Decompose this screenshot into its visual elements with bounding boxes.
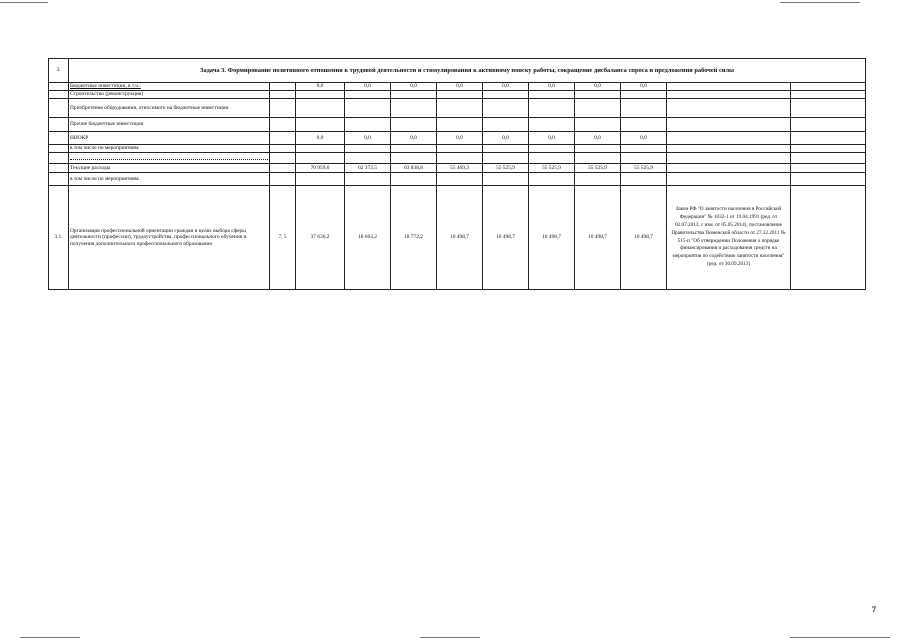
- value-cell: 0,0: [437, 132, 483, 145]
- value-cell: [296, 153, 345, 164]
- row-number-cell: [49, 83, 69, 91]
- note-cell: [791, 99, 866, 118]
- value-cell: 0,0: [437, 83, 483, 91]
- value-cell: 0,0: [621, 83, 667, 91]
- value-cell: [437, 118, 483, 132]
- indicator-cell: [270, 132, 296, 145]
- value-cell: 0,0: [621, 132, 667, 145]
- indicator-cell: [270, 118, 296, 132]
- value-cell: [437, 145, 483, 153]
- value-cell: [391, 145, 437, 153]
- value-cell: [345, 91, 391, 99]
- value-cell: 55 525,9: [483, 164, 529, 173]
- value-cell: [529, 153, 575, 164]
- row-number-cell: [49, 91, 69, 99]
- activity-value: 37 636,2: [296, 186, 345, 290]
- value-cell: [575, 91, 621, 99]
- row-number-cell: [49, 132, 69, 145]
- row-label: Приобретение оборудования, относимого на бюджетные инвестиции: [69, 99, 270, 118]
- task-number: 3.: [49, 59, 69, 83]
- activity-value: 10 498,7: [621, 186, 667, 290]
- activity-indicators: 7, 5: [270, 186, 296, 290]
- legal-basis-cell: [667, 118, 791, 132]
- value-cell: [437, 173, 483, 186]
- value-cell: 0,0: [296, 83, 345, 91]
- value-cell: [483, 118, 529, 132]
- note-cell: [791, 153, 866, 164]
- indicator-cell: [270, 91, 296, 99]
- table-row: [49, 173, 866, 186]
- task-title: Задача 3. Формирование позитивного отношения к трудовой деятельности и стимулирования к активному поиску работы, сокращение дисбаланса спроса и предложения рабочей силы: [69, 59, 866, 83]
- indicator-cell: [270, 83, 296, 91]
- row-label: Строительство (реконструкция): [69, 91, 270, 99]
- value-cell: 0,0: [391, 132, 437, 145]
- dotted-line: [70, 158, 268, 160]
- value-cell: [483, 91, 529, 99]
- row-number-cell: [49, 164, 69, 173]
- row-number-cell: [49, 99, 69, 118]
- note-cell: [791, 132, 866, 145]
- scan-top-rule-left: [0, 2, 48, 3]
- activity-value: 10 498,7: [437, 186, 483, 290]
- value-cell: [345, 173, 391, 186]
- value-cell: [529, 91, 575, 99]
- legal-basis-cell: [667, 145, 791, 153]
- value-cell: [345, 145, 391, 153]
- value-cell: [529, 173, 575, 186]
- value-cell: 0,0: [575, 83, 621, 91]
- table-row: [49, 164, 866, 173]
- table-row: [49, 91, 866, 99]
- activity-legal-basis: Закон РФ "О занятости населения в Российской Федерации" № 1032-1 от 19.04.1991 (ред. от 02.07.2013, с изм. от 05.05.2014), постановление Правительства Тюменской области от 27.12.2011 № 515-п "Об утверждении Положения о порядке финансирования и расходования средств на мероприятия по содействию занятости населения" (ред. от 30.09.2013): [667, 186, 791, 290]
- indicator-cell: [270, 99, 296, 118]
- value-cell: [391, 173, 437, 186]
- table-row: [49, 118, 866, 132]
- value-cell: 63 838,8: [391, 164, 437, 173]
- value-cell: [621, 118, 667, 132]
- activity-title: Организация профессиональной ориентации граждан в целях выбора сферы деятельности (профессии), трудоустройства, профессионального обучения и получения дополнительного профессионального образования: [69, 186, 270, 290]
- activity-note: [791, 186, 866, 290]
- scan-bottom-rule-right: [790, 637, 890, 638]
- value-cell: [437, 153, 483, 164]
- value-cell: [437, 99, 483, 118]
- value-cell: [621, 173, 667, 186]
- value-cell: [391, 118, 437, 132]
- note-cell: [791, 91, 866, 99]
- scan-top-rule-right: [780, 2, 860, 3]
- value-cell: [529, 118, 575, 132]
- value-cell: [345, 153, 391, 164]
- row-label: [69, 153, 270, 164]
- value-cell: 55 469,3: [437, 164, 483, 173]
- value-cell: [391, 153, 437, 164]
- value-cell: [483, 99, 529, 118]
- activity-number: 3.1.: [49, 186, 69, 290]
- table-row: [49, 153, 866, 164]
- legal-basis-cell: [667, 91, 791, 99]
- value-cell: 55 525,9: [621, 164, 667, 173]
- value-cell: [437, 91, 483, 99]
- table-row: [49, 83, 866, 91]
- activity-value: 10 498,7: [483, 186, 529, 290]
- activity-value: 10 498,7: [575, 186, 621, 290]
- row-label: Прочие бюджетные инвестиции: [69, 118, 270, 132]
- legal-basis-cell: [667, 83, 791, 91]
- value-cell: 0,0: [345, 132, 391, 145]
- note-cell: [791, 118, 866, 132]
- value-cell: [529, 99, 575, 118]
- row-number-cell: [49, 173, 69, 186]
- row-label: НИОКР: [69, 132, 270, 145]
- row-label: в том числе по мероприятиям:: [69, 173, 270, 186]
- scan-bottom-rule-mid: [420, 637, 480, 638]
- value-cell: [575, 153, 621, 164]
- legal-basis-cell: [667, 153, 791, 164]
- row-number-cell: [49, 145, 69, 153]
- value-cell: 0,0: [391, 83, 437, 91]
- value-cell: [529, 145, 575, 153]
- value-cell: [575, 173, 621, 186]
- row-number-cell: [49, 153, 69, 164]
- indicator-cell: [270, 173, 296, 186]
- note-cell: [791, 164, 866, 173]
- activity-value: 18 772,2: [391, 186, 437, 290]
- value-cell: [345, 118, 391, 132]
- indicator-cell: [270, 145, 296, 153]
- value-cell: [483, 153, 529, 164]
- value-cell: [483, 173, 529, 186]
- value-cell: [621, 145, 667, 153]
- row-label: в том числе по мероприятиям:: [69, 145, 270, 153]
- value-cell: 0,0: [296, 132, 345, 145]
- legal-basis-cell: [667, 173, 791, 186]
- value-cell: [391, 99, 437, 118]
- value-cell: 0,0: [483, 83, 529, 91]
- page-number: 7: [872, 605, 876, 614]
- value-cell: [296, 91, 345, 99]
- value-cell: 0,0: [529, 132, 575, 145]
- value-cell: 62 372,5: [345, 164, 391, 173]
- activity-row: [49, 186, 866, 290]
- value-cell: [575, 99, 621, 118]
- legal-basis-cell: [667, 132, 791, 145]
- value-cell: 70 959,0: [296, 164, 345, 173]
- value-cell: [296, 118, 345, 132]
- table-row: [49, 99, 866, 118]
- value-cell: 0,0: [575, 132, 621, 145]
- table-row: [49, 132, 866, 145]
- value-cell: [296, 99, 345, 118]
- row-label: Текущие расходы: [69, 164, 270, 173]
- value-cell: [621, 99, 667, 118]
- value-cell: [575, 145, 621, 153]
- value-cell: [621, 91, 667, 99]
- activity-value: 18 663,2: [345, 186, 391, 290]
- legal-basis-cell: [667, 99, 791, 118]
- row-number-cell: [49, 118, 69, 132]
- table-row: [49, 145, 866, 153]
- value-cell: 0,0: [529, 83, 575, 91]
- task-row: [49, 59, 866, 83]
- value-cell: [345, 99, 391, 118]
- legal-basis-cell: [667, 164, 791, 173]
- row-label: Бюджетные инвестиции, в т.ч.:: [69, 83, 270, 91]
- note-cell: [791, 83, 866, 91]
- scan-bottom-rule-left: [20, 637, 80, 638]
- note-cell: [791, 145, 866, 153]
- value-cell: [621, 153, 667, 164]
- value-cell: [296, 145, 345, 153]
- activity-value: 10 498,7: [529, 186, 575, 290]
- value-cell: 0,0: [345, 83, 391, 91]
- budget-table: [48, 58, 866, 290]
- indicator-cell: [270, 153, 296, 164]
- value-cell: 0,0: [483, 132, 529, 145]
- value-cell: [391, 91, 437, 99]
- value-cell: [483, 145, 529, 153]
- value-cell: [575, 118, 621, 132]
- value-cell: [296, 173, 345, 186]
- note-cell: [791, 173, 866, 186]
- value-cell: 55 525,9: [575, 164, 621, 173]
- value-cell: 55 525,9: [529, 164, 575, 173]
- indicator-cell: [270, 164, 296, 173]
